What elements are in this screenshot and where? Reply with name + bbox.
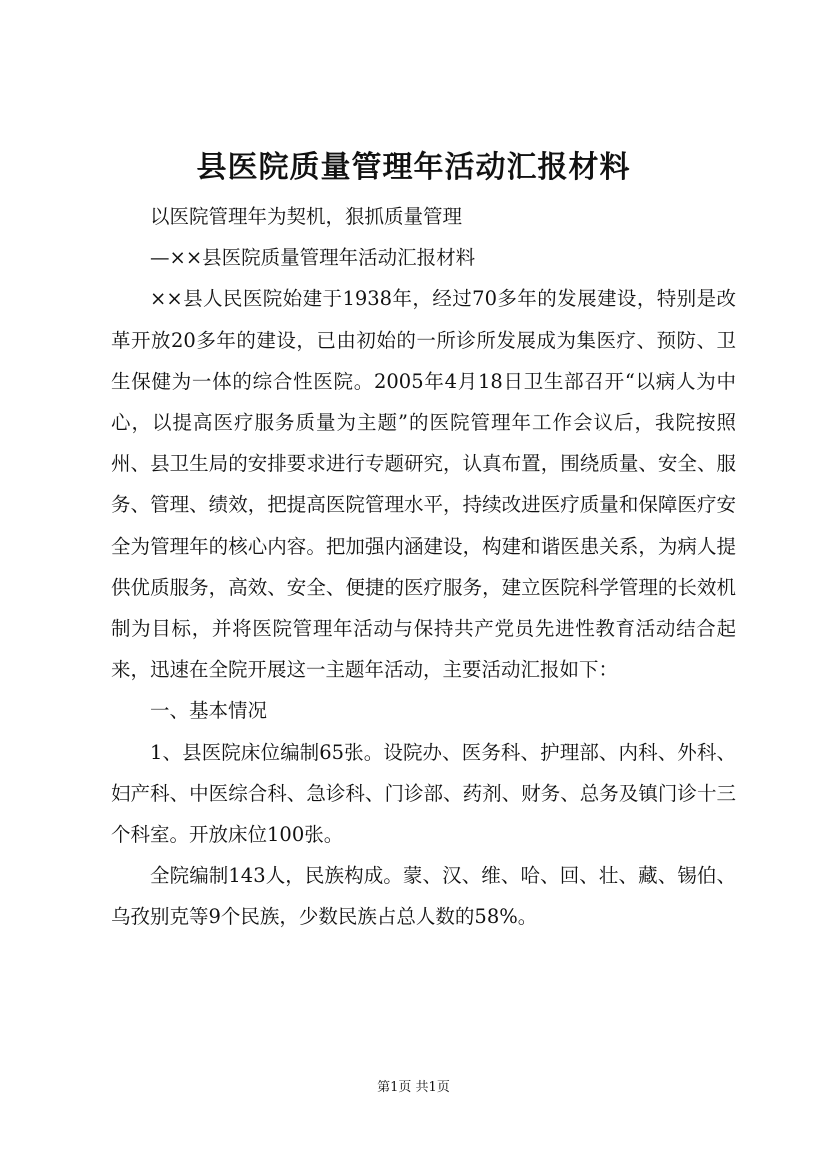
section-heading-basic-situation: 一、基本情况 [150, 699, 268, 723]
staff-ethnicity-paragraph: 全院编制143人，民族构成。蒙、汉、维、哈、回、壮、藏、锡伯、乌孜别克等9个民族，少数民族占总人数的58%。 [111, 864, 736, 929]
intro-paragraph: ××县人民医院始建于1938年，经过70多年的发展建设，特别是改革开放20多年的建设，已由初始的一所诊所发展成为集医疗、预防、卫生保健为一体的综合性医院。2005年4月18日卫生部召开“以病人为中心，以提高医疗服务质量为主题”的医院管理年工作会议后，我院按照州、县卫生局的安排要求进行专题研究，认真布置，围绕质量、安全、服务、管理、绩效，把提高医院管理水平，持续改进医疗质量和保障医疗安全为管理年的核心内容。把加强内涵建设，构建和谐医患关系，为病人提供优质服务，高效、安全、便捷的医疗服务，建立医院科学管理的长效机制为目标，并将医院管理年活动与保持共产党员先进性教育活动结合起来，迅速在全院开展这一主题年活动，主要活动汇报如下： [111, 287, 736, 682]
beds-departments-paragraph: 1、县医院床位编制65张。设院办、医务科、护理部、内科、外科、妇产科、中医综合科、急诊科、门诊部、药剂、财务、总务及镇门诊十三个科室。开放床位100张。 [111, 740, 736, 847]
subtitle-paragraph: 以医院管理年为契机，狠抓质量管理 [150, 205, 463, 228]
page-footer: 第1页 共1页 [377, 1080, 450, 1095]
document-body [111, 196, 736, 938]
subtitle-source-paragraph: —××县医院质量管理年活动汇报材料 [150, 246, 476, 270]
document-title: 县医院质量管理年活动汇报材料 [196, 150, 631, 185]
